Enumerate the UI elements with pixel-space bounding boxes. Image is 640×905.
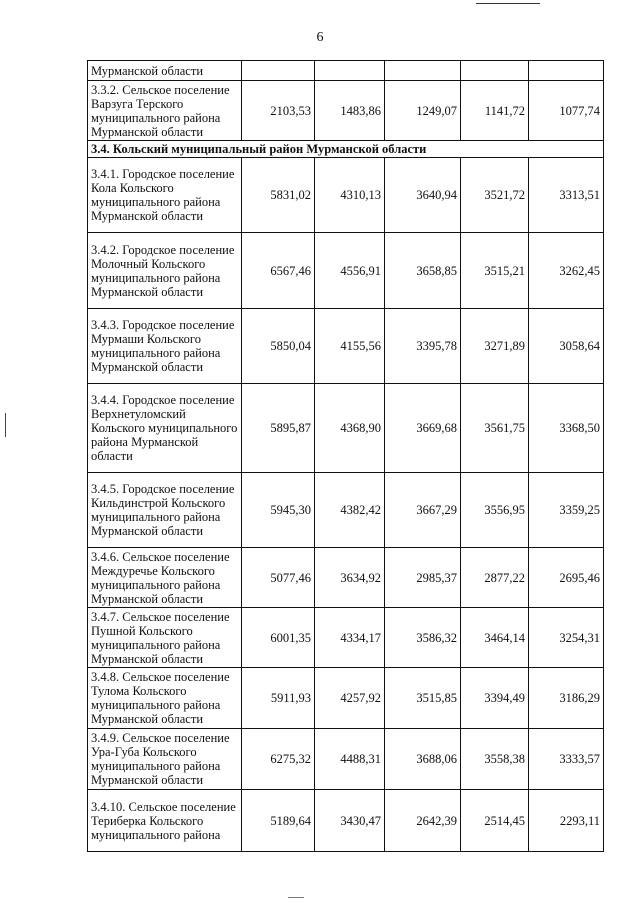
table-row [88,384,604,473]
row-value: 3262,45 [529,233,604,309]
table-row [88,790,604,852]
table-row [88,668,604,729]
row-value: 5077,46 [242,548,315,608]
row-value: 2985,37 [385,548,461,608]
page-number: 6 [316,30,324,45]
row-value: 3515,85 [385,668,461,729]
table-row [88,309,604,384]
section-row [88,141,604,158]
row-name: 3.4.8. Сельское поселение Тулома Кольского муниципального района Мурманской области [88,668,242,729]
table-row [88,473,604,548]
table-body [88,61,604,852]
bottom-edge-line [288,897,304,898]
row-value: 6567,46 [242,233,315,309]
row-value: 5831,02 [242,158,315,233]
row-value: 5911,93 [242,668,315,729]
row-value: 3556,95 [461,473,529,548]
row-value: 1249,07 [385,81,461,141]
row-value: 3394,49 [461,668,529,729]
table-row [88,233,604,309]
row-value: 3561,75 [461,384,529,473]
row-value: 3359,25 [529,473,604,548]
row-value: 3254,31 [529,608,604,668]
row-value: 2103,53 [242,81,315,141]
row-value: 3515,21 [461,233,529,309]
row-value: 3586,32 [385,608,461,668]
row-value: 4488,31 [315,729,385,790]
top-edge-line [476,3,540,4]
row-name: 3.4.9. Сельское поселение Ура-Губа Кольского муниципального района Мурманской области [88,729,242,790]
row-value [461,61,529,81]
row-value: 3430,47 [315,790,385,852]
row-value [529,61,604,81]
row-value: 3395,78 [385,309,461,384]
row-value: 4556,91 [315,233,385,309]
row-value: 4334,17 [315,608,385,668]
row-value: 4155,56 [315,309,385,384]
row-value: 3464,14 [461,608,529,668]
row-value: 3688,06 [385,729,461,790]
row-value: 5945,30 [242,473,315,548]
row-value [315,61,385,81]
row-name: 3.4.4. Городское поселение Верхнетуломский Кольского муниципального района Мурманской области [88,384,242,473]
row-value [385,61,461,81]
row-name: 3.4.2. Городское поселение Молочный Кольского муниципального района Мурманской области [88,233,242,309]
row-value: 3368,50 [529,384,604,473]
row-value: 1141,72 [461,81,529,141]
row-value: 2877,22 [461,548,529,608]
table-row [88,81,604,141]
row-value: 5895,87 [242,384,315,473]
row-name: 3.4.6. Сельское поселение Междуречье Кольского муниципального района Мурманской области [88,548,242,608]
row-name: 3.4.5. Городское поселение Кильдинстрой Кольского муниципального района Мурманской области [88,473,242,548]
row-value: 3333,57 [529,729,604,790]
row-value: 3558,38 [461,729,529,790]
row-value: 3669,68 [385,384,461,473]
row-value: 6001,35 [242,608,315,668]
row-value: 4257,92 [315,668,385,729]
row-value: 3667,29 [385,473,461,548]
row-value: 2293,11 [529,790,604,852]
row-value: 4368,90 [315,384,385,473]
row-value: 1077,74 [529,81,604,141]
row-value: 5189,64 [242,790,315,852]
row-name: 3.4.3. Городское поселение Мурмаши Кольского муниципального района Мурманской области [88,309,242,384]
row-value: 3058,64 [529,309,604,384]
section-title: 3.4. Кольский муниципальный район Мурманской области [88,141,604,158]
row-value: 3186,29 [529,668,604,729]
table-row [88,548,604,608]
table-row [88,158,604,233]
margin-mark [5,413,6,437]
row-value: 3313,51 [529,158,604,233]
row-value: 1483,86 [315,81,385,141]
row-value: 6275,32 [242,729,315,790]
table-row [88,729,604,790]
row-value: 2514,45 [461,790,529,852]
row-value: 3634,92 [315,548,385,608]
row-value: 4382,42 [315,473,385,548]
row-name: 3.4.10. Сельское поселение Териберка Кольского муниципального района [88,790,242,852]
row-value: 4310,13 [315,158,385,233]
row-name: 3.3.2. Сельское поселение Варзуга Терского муниципального района Мурманской области [88,81,242,141]
row-value: 5850,04 [242,309,315,384]
row-value: 3271,89 [461,309,529,384]
row-value: 3640,94 [385,158,461,233]
row-name: 3.4.7. Сельское поселение Пушной Кольского муниципального района Мурманской области [88,608,242,668]
row-value [242,61,315,81]
row-name: 3.4.1. Городское поселение Кола Кольского муниципального района Мурманской области [88,158,242,233]
row-value: 2642,39 [385,790,461,852]
row-name: Мурманской области [88,61,242,81]
row-value: 2695,46 [529,548,604,608]
row-value: 3658,85 [385,233,461,309]
table-row-continuation [88,61,604,81]
table-row [88,608,604,668]
row-value: 3521,72 [461,158,529,233]
tariff-table [87,60,604,852]
